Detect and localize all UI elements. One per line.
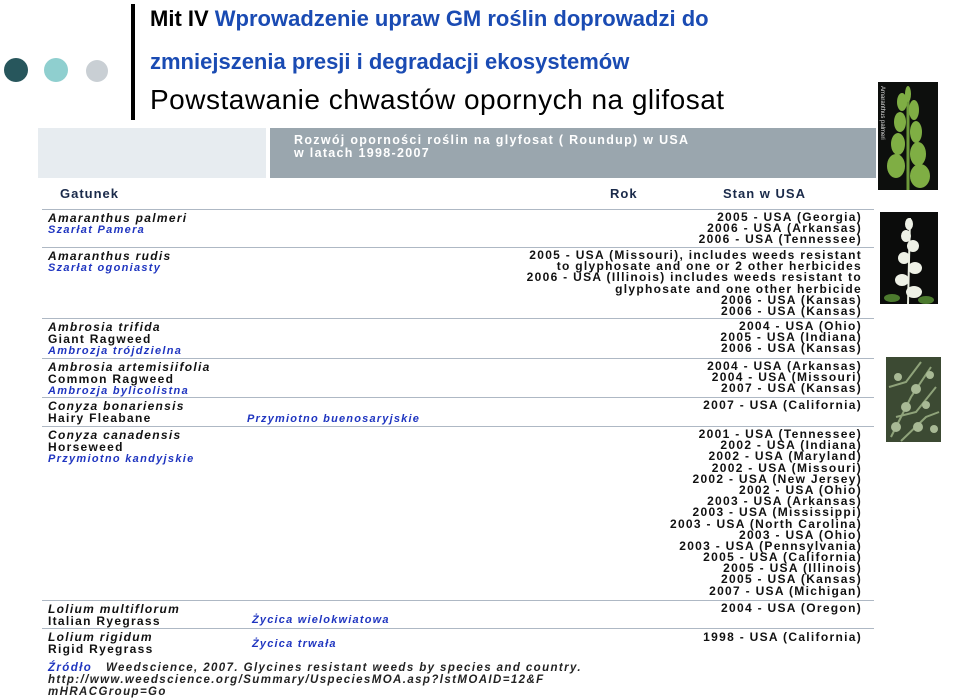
slide-title-line2: zmniejszenia presji i degradacji ekosystemów: [150, 49, 630, 74]
species-polish: Przymiotno kandyjskie: [48, 453, 195, 465]
species-scientific: Amaranthus rudis: [48, 249, 172, 263]
year-state-list: 2007 - USA (California): [703, 398, 862, 412]
slide-subtitle: Powstawanie chwastów opornych na glifosat: [150, 84, 725, 115]
species-common: Hairy Fleabane: [48, 411, 152, 425]
col-header-year: Rok: [610, 186, 638, 201]
species-common: Giant Ragweed: [48, 332, 152, 346]
year-state-list: 2001 - USA (Tennessee) 2002 - USA (Indiana) 2002 - USA (Maryland) 2002 - USA (Missouri) 2002 - USA (New Jersey) 2002 - USA (Ohio) 2003 - USA (Arkansas) 2003 - USA (Mississippi) 2003 - USA (North Carolina) 2003 - USA (Ohio) 2003 - USA (Pennsylvania) 2005 - USA (California) 2005 - USA (Illinois) 2005 - USA (Kansas) 2007 - USA (Michigan): [669, 427, 862, 598]
species-scientific: Ambrosia trifida: [48, 320, 161, 334]
decor-dot-light: [86, 60, 108, 82]
species-scientific: Lolium rigidum: [48, 630, 153, 644]
species-scientific: Ambrosia artemisiifolia: [48, 360, 211, 374]
species-scientific: Conyza bonariensis: [48, 399, 185, 413]
species-common: Rigid Ryegrass: [48, 642, 154, 656]
decor-dot-mid: [44, 58, 68, 82]
title-text: Wprowadzenie upraw GM roślin doprowadzi do: [214, 6, 709, 31]
weed-photo-palmeri: [878, 82, 938, 190]
table-row: [42, 209, 874, 248]
year-state-list: 2004 - USA (Oregon): [721, 601, 862, 615]
table-header-band: [38, 128, 876, 178]
col-header-species: Gatunek: [60, 186, 120, 201]
photo-caption: Amaranthus palmeri: [879, 86, 885, 140]
species-scientific: Amaranthus palmeri: [48, 211, 188, 225]
species-polish: Życica wielokwiatowa: [252, 614, 390, 626]
title-prefix: Mit IV: [150, 6, 209, 31]
species-common: Italian Ryegrass: [48, 614, 161, 628]
source-citation: Źródło Weedscience, 2007. Glycines resistant weeds by species and country. http://www.weedscience.org/Summary/UspeciesMOA.asp?lstMOAID=12&F mHRACGroup=Go: [48, 662, 583, 698]
species-polish: Szarłat ogoniasty: [48, 262, 162, 274]
species-scientific: Conyza canadensis: [48, 428, 182, 442]
species-polish: Szarłat Pamera: [48, 224, 146, 236]
title-divider: [131, 4, 135, 120]
year-state-list: 2004 - USA (Arkansas) 2004 - USA (Missouri) 2007 - USA (Kansas): [707, 359, 862, 396]
weed-photo-ambrosia: [886, 357, 941, 442]
table-row: [42, 318, 874, 357]
year-state-list: 1998 - USA (California): [703, 630, 862, 644]
table-caption-line2: w latach 1998-2007: [294, 146, 430, 160]
slide-title-line1: [150, 6, 709, 32]
species-polish: Ambrozja trójdzielna: [48, 345, 183, 357]
table-row: [42, 247, 874, 319]
year-state-list: 2005 - USA (Missouri), includes weeds resistant to glyphosate and one or 2 other herbicides 2006 - USA (Illinois) includes weeds resistant to glyphosate and one other herbicide 2006 - USA (Kansas) 2006 - USA (Kansas): [526, 248, 862, 318]
table-row: [42, 426, 874, 599]
species-scientific: Lolium multiflorum: [48, 602, 181, 616]
col-header-state: Stan w USA: [723, 186, 806, 201]
table-caption: [294, 134, 689, 160]
species-polish: Ambrozja bylicolistna: [48, 385, 189, 397]
table-row: [42, 628, 874, 659]
resistance-table: [38, 128, 876, 696]
species-common: Common Ragweed: [48, 372, 175, 386]
table-row: [42, 358, 874, 397]
decor-dot-dark: [4, 58, 28, 82]
table-caption-line1: Rozwój oporności roślin na glyfosat ( Roundup) w USA: [294, 133, 690, 147]
year-state-list: 2005 - USA (Georgia) 2006 - USA (Arkansas) 2006 - USA (Tennessee): [698, 210, 862, 247]
species-polish: Przymiotno buenosaryjskie: [247, 413, 421, 425]
table-row: [42, 397, 874, 426]
species-common: Horseweed: [48, 440, 124, 454]
year-state-list: 2004 - USA (Ohio) 2005 - USA (Indiana) 2006 - USA (Kansas): [720, 319, 862, 356]
species-polish: Życica trwała: [252, 638, 337, 650]
weed-photo-rudis: [880, 212, 938, 304]
table-row: [42, 600, 874, 629]
source-label: Źródło: [48, 662, 93, 674]
